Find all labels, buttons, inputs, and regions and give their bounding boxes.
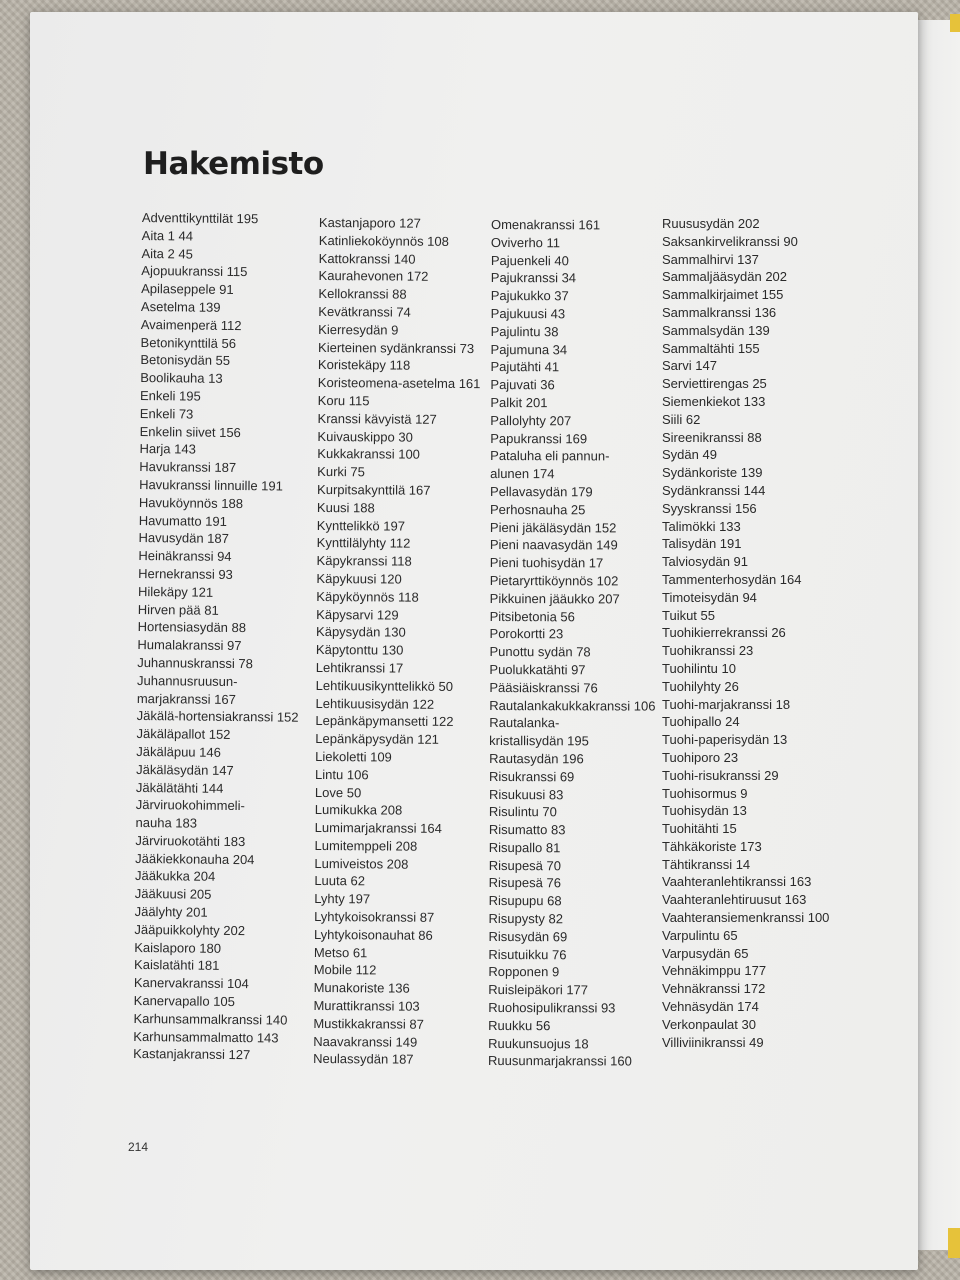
index-entry: Lehtikuusikynttelikkö 50 — [315, 677, 454, 694]
index-entry: Apilaseppele 91 — [141, 281, 234, 298]
index-entry: Kaurahevonen 172 — [318, 268, 429, 285]
index-entry: Risulintu 70 — [488, 804, 557, 820]
index-entry: Käpytonttu 130 — [315, 642, 404, 658]
index-entry: Rautalankakukkakranssi 106 — [489, 697, 656, 714]
index-entry: Sammalsydän 139 — [662, 322, 770, 338]
index-entry: Lehtikranssi 17 — [315, 659, 404, 676]
book-cover-edge — [948, 1228, 960, 1258]
index-entry: kristallisydän 195 — [489, 733, 589, 749]
index-entry: Pallolyhty 207 — [490, 412, 572, 429]
index-entry: Sammalhirvi 137 — [662, 251, 759, 267]
index-entry: Kellokranssi 88 — [318, 286, 407, 302]
index-entry: Boolikauha 13 — [140, 370, 223, 387]
index-entry: Aita 2 45 — [141, 245, 193, 262]
index-entry: Lyhtykoisokranssi 87 — [314, 909, 435, 925]
index-entry: Tähkäkoriste 173 — [662, 838, 762, 854]
index-entry: Enkeli 73 — [139, 405, 194, 422]
index-entry: Risukranssi 69 — [489, 768, 575, 784]
index-entry: Kastanjakranssi 127 — [133, 1046, 251, 1063]
index-entry: Käpykuusi 120 — [316, 570, 402, 587]
index-entry: Kierresydän 9 — [318, 321, 399, 338]
index-entry: Tuohikranssi 23 — [662, 643, 754, 659]
index-entry: Varpulintu 65 — [662, 927, 738, 943]
index-entry: Lyhty 197 — [314, 891, 371, 907]
index-entry: Naavakranssi 149 — [313, 1033, 418, 1050]
index-entry: nauha 183 — [135, 815, 198, 831]
index-entry: Risupesä 76 — [488, 875, 561, 891]
index-entry: Sammaljääsydän 202 — [662, 269, 788, 285]
index-entry: Koristekäpy 118 — [317, 357, 411, 374]
index-entry: Risupallo 81 — [488, 839, 561, 856]
index-entry: Jääkukka 204 — [134, 868, 216, 885]
index-entry: alunen 174 — [490, 466, 555, 482]
index-entry: Risupysty 82 — [488, 911, 563, 927]
index-entry: Tuohilintu 10 — [662, 660, 736, 676]
index-entry: Timoteisydän 94 — [662, 589, 757, 605]
index-entry: Ruisleipäkori 177 — [488, 982, 589, 998]
index-entry: Käpysarvi 129 — [316, 606, 399, 623]
page-number: 214 — [128, 1140, 149, 1154]
index-entry: Betonisydän 55 — [140, 352, 231, 369]
index-entry: Tuohisormus 9 — [662, 785, 748, 801]
index-entry: Pieni tuohisydän 17 — [489, 555, 604, 571]
index-entry: Sydän 49 — [662, 447, 717, 463]
index-entry: Ruusunmarjakranssi 160 — [488, 1053, 632, 1069]
index-entry: Enkeli 195 — [139, 387, 201, 404]
index-entry: Lepänkäpymansetti 122 — [315, 713, 454, 730]
index-entry: Hilekäpy 121 — [137, 583, 214, 600]
index-entry: Risupesä 70 — [488, 857, 562, 873]
index-entry: Jääkiekkonauha 204 — [135, 850, 255, 867]
index-entry: Ropponen 9 — [488, 964, 560, 980]
index-entry: Aita 1 44 — [141, 227, 194, 244]
index-entry: Oviverho 11 — [490, 234, 561, 251]
index-entry: Pääsiäiskranssi 76 — [489, 679, 598, 696]
index-entry: Pietaryrttiköynnös 102 — [489, 572, 619, 589]
index-entry: Juhannuskranssi 78 — [137, 654, 253, 672]
index-entry: Havumatto 191 — [138, 512, 227, 529]
index-entry: Pajukranssi 34 — [490, 270, 577, 286]
index-entry: Tuohiporo 23 — [662, 749, 739, 765]
index-entry: Perhosnauha 25 — [489, 501, 586, 518]
index-entry: Ruohosipulikranssi 93 — [488, 1000, 616, 1016]
index-entry: Avaimenperä 112 — [140, 316, 242, 333]
index-entry: Jäkäläpuu 146 — [136, 743, 221, 760]
index-entry: Pajutähti 41 — [490, 359, 560, 375]
index-entry: Munakoriste 136 — [313, 980, 410, 996]
index-entry: Luuta 62 — [314, 873, 366, 889]
index-entry: Kuusi 188 — [316, 499, 375, 516]
index-entry: Lepänkäpysydän 121 — [315, 731, 439, 747]
index-entry: Adventtikynttilät 195 — [141, 209, 259, 227]
index-entry: Sarvi 147 — [662, 358, 717, 374]
index-entry: Hirven pää 81 — [137, 601, 219, 618]
index-entry: Sammaltähti 155 — [662, 340, 760, 356]
index-entry: Risutuikku 76 — [488, 946, 567, 962]
index-entry: Käpyköynnös 118 — [316, 588, 419, 605]
index-entry: Tuohisydän 13 — [662, 803, 747, 819]
index-entry: Jäkälätähti 144 — [135, 779, 224, 796]
index-entry: Havuköynnös 188 — [138, 494, 244, 511]
index-entry: Lumikukka 208 — [314, 802, 403, 818]
index-entry: Vaahteranlehtiruusut 163 — [662, 892, 807, 908]
index-entry: Koristeomena-asetelma 161 — [317, 375, 481, 392]
index-entry: Ruususydän 202 — [662, 216, 760, 231]
index-entry: Heinäkranssi 94 — [138, 548, 232, 565]
index-entry: Asetelma 139 — [140, 298, 221, 315]
index-entry: Tuikut 55 — [662, 607, 715, 623]
index-entry: Tuohilyhty 26 — [662, 678, 739, 694]
index-entry: Järviruokohimmeli- — [135, 797, 245, 814]
index-entry: Pajuenkeli 40 — [490, 252, 569, 268]
index-entry: Sydänkoriste 139 — [662, 465, 763, 481]
index-entry: Havukranssi linnuille 191 — [139, 476, 283, 494]
index-entry: Kierteinen sydänkranssi 73 — [318, 339, 475, 356]
index-entry: Talviosydän 91 — [662, 554, 748, 570]
index-entry: Ruukunsuojus 18 — [488, 1035, 589, 1052]
index-entry: Verkonpaulat 30 — [662, 1016, 756, 1032]
index-entry: Pajukuusi 43 — [490, 305, 566, 322]
index-entry: Porokortti 23 — [489, 626, 564, 642]
index-entry: Lyhtykoisonauhat 86 — [313, 926, 433, 943]
index-entry: Talisydän 191 — [662, 536, 742, 552]
index-entry: marjakranssi 167 — [136, 690, 236, 707]
index-entry: Hortensiasydän 88 — [137, 619, 247, 636]
index-entry: Kynttilälyhty 112 — [316, 535, 411, 551]
index-entry: Kanervapallo 105 — [133, 993, 235, 1010]
index-entry: Pieni jäkäläsydän 152 — [489, 519, 617, 535]
index-entry: Karhunsammalkranssi 140 — [133, 1010, 288, 1028]
index-entry: Ajopuukranssi 115 — [141, 263, 248, 280]
index-entry: Omenakranssi 161 — [490, 217, 601, 233]
index-entry: Tuohi-paperisydän 13 — [662, 732, 788, 748]
index-entry: Käpykranssi 118 — [316, 553, 412, 569]
index-entry: Syyskranssi 156 — [662, 500, 757, 516]
index-entry: Kevätkranssi 74 — [318, 303, 411, 320]
page-title: Hakemisto — [143, 146, 324, 182]
index-entry: Koru 115 — [317, 392, 370, 409]
index-entry: Juhannusruusun- — [136, 672, 238, 689]
index-entry: Rautalanka- — [489, 715, 560, 731]
index-entry: Jäkälä-hortensiakranssi 152 — [136, 708, 299, 725]
index-entry: Rautasydän 196 — [489, 750, 584, 767]
index-entry: Tuohitähti 15 — [662, 821, 737, 837]
index-entry: Murattikranssi 103 — [313, 998, 420, 1014]
index-entry: Harja 143 — [139, 441, 196, 457]
facing-page-edge — [914, 20, 960, 1250]
index-entry: Pitsibetonia 56 — [489, 608, 575, 624]
index-entry: Pataluha eli pannun- — [490, 448, 610, 464]
index-entry: Risusydän 69 — [488, 928, 568, 945]
index-entry: Punottu sydän 78 — [489, 644, 591, 660]
index-entry: Vaahteranlehtikranssi 163 — [662, 874, 812, 890]
index-entry: Jääpuikkolyhty 202 — [134, 921, 246, 938]
index-entry: Havukranssi 187 — [139, 459, 237, 476]
index-entry: Tammenterhosydän 164 — [662, 571, 802, 587]
index-entry: Risumatto 83 — [488, 822, 566, 838]
index-entry: Karhunsammalmatto 143 — [133, 1028, 279, 1046]
index-entry: Tuohi-marjakranssi 18 — [662, 696, 791, 712]
index-entry: Siili 62 — [662, 411, 701, 427]
index-entry: Jääkuusi 205 — [134, 886, 212, 903]
index-entry: Pajumuna 34 — [490, 341, 568, 357]
index-entry: Kukkakranssi 100 — [317, 446, 421, 463]
index-entry: Kanervakranssi 104 — [133, 975, 249, 992]
index-entry: Tuohi-risukranssi 29 — [662, 767, 779, 783]
index-entry: Saksankirvelikranssi 90 — [662, 233, 798, 249]
index-entry: Mobile 112 — [313, 962, 377, 978]
index-entry: Neulassydän 187 — [313, 1051, 414, 1068]
index-entry: Risukuusi 83 — [488, 786, 564, 802]
index-entry: Pajulintu 38 — [490, 323, 559, 340]
index-entry: Ruukku 56 — [488, 1017, 551, 1034]
index-entry: Tähtikranssi 14 — [662, 856, 751, 872]
index-entry: Pieni naavasydän 149 — [489, 537, 618, 553]
index-entry: Vehnäkimppu 177 — [662, 963, 767, 979]
index-entry: Lumiveistos 208 — [314, 855, 409, 872]
index-entry: Käpysydän 130 — [316, 624, 406, 640]
index-entry: Kuivauskippo 30 — [317, 428, 413, 445]
index-entry: Palkit 201 — [490, 394, 548, 411]
index-entry: Betonikynttilä 56 — [140, 334, 237, 351]
index-entry: Vehnäsydän 174 — [662, 999, 759, 1015]
index-entry: Sammalkirjaimet 155 — [662, 287, 784, 303]
index-entry: Liekoletti 109 — [315, 748, 392, 765]
index-entry: Pikkuinen jääukko 207 — [489, 590, 620, 607]
index-entry: Kaislatähti 181 — [134, 957, 220, 974]
index-entry: Pajukukko 37 — [490, 288, 569, 304]
index-entry: Serviettirengas 25 — [662, 376, 767, 392]
index-entry: Sammalkranssi 136 — [662, 304, 777, 320]
index-entry: Pajuvati 36 — [490, 377, 555, 393]
index-entry: Mustikkakranssi 87 — [313, 1015, 424, 1032]
index-entry: Järviruokotähti 183 — [135, 832, 246, 850]
index-column-2 — [313, 214, 482, 1069]
index-entry: Hernekranssi 93 — [138, 565, 233, 582]
index-entry: Tuohipallo 24 — [662, 714, 740, 730]
index-entry: Katinliekoköynnös 108 — [318, 232, 449, 249]
index-entry: Vehnäkranssi 172 — [662, 981, 766, 997]
index-entry: Talimökki 133 — [662, 518, 741, 534]
index-entry: Lintu 106 — [315, 766, 369, 783]
index-entry: Humalakranssi 97 — [137, 637, 242, 654]
book-cover-edge — [950, 14, 960, 32]
index-entry: Vaahteransiemenkranssi 100 — [662, 910, 830, 926]
index-column-1 — [133, 209, 304, 1065]
index-column-4 — [662, 215, 829, 1051]
index-entry: Lumitemppeli 208 — [314, 837, 418, 854]
index-entry: Pellavasydän 179 — [490, 483, 593, 500]
index-entry: Jäkäläsydän 147 — [136, 761, 234, 778]
index-entry: Risupupu 68 — [488, 893, 562, 909]
index-entry: Jäälyhty 201 — [134, 904, 208, 920]
index-entry: Lehtikuusisydän 122 — [315, 695, 435, 712]
index-entry: Kranssi kävyistä 127 — [317, 410, 437, 427]
index-column-3 — [488, 216, 657, 1071]
index-entry: Enkelin siivet 156 — [139, 423, 241, 440]
index-entry: Love 50 — [314, 784, 362, 800]
index-entry: Villiviinikranssi 49 — [662, 1034, 764, 1050]
index-entry: Tuohikierrekranssi 26 — [662, 625, 786, 641]
index-entry: Papukranssi 169 — [490, 430, 588, 446]
index-entry: Puolukkatähti 97 — [489, 661, 586, 678]
index-entry: Siemenkiekot 133 — [662, 393, 766, 409]
index-entry: Jäkäläpallot 152 — [136, 726, 231, 743]
index-entry: Sydänkranssi 144 — [662, 482, 766, 498]
index-entry: Kattokranssi 140 — [318, 250, 416, 267]
index-entry: Varpusydän 65 — [662, 945, 749, 961]
index-entry: Sireenikranssi 88 — [662, 429, 762, 445]
index-entry: Kastanjaporo 127 — [318, 214, 421, 231]
index-entry: Metso 61 — [313, 944, 368, 961]
index-entry: Lumimarjakranssi 164 — [314, 820, 442, 836]
index-entry: Kurki 75 — [317, 464, 365, 480]
index-entry: Kurpitsakynttilä 167 — [317, 481, 431, 498]
index-entry: Havusydän 187 — [138, 530, 229, 547]
index-entry: Kaislaporo 180 — [134, 939, 222, 956]
index-entry: Kynttelikkö 197 — [316, 517, 406, 534]
